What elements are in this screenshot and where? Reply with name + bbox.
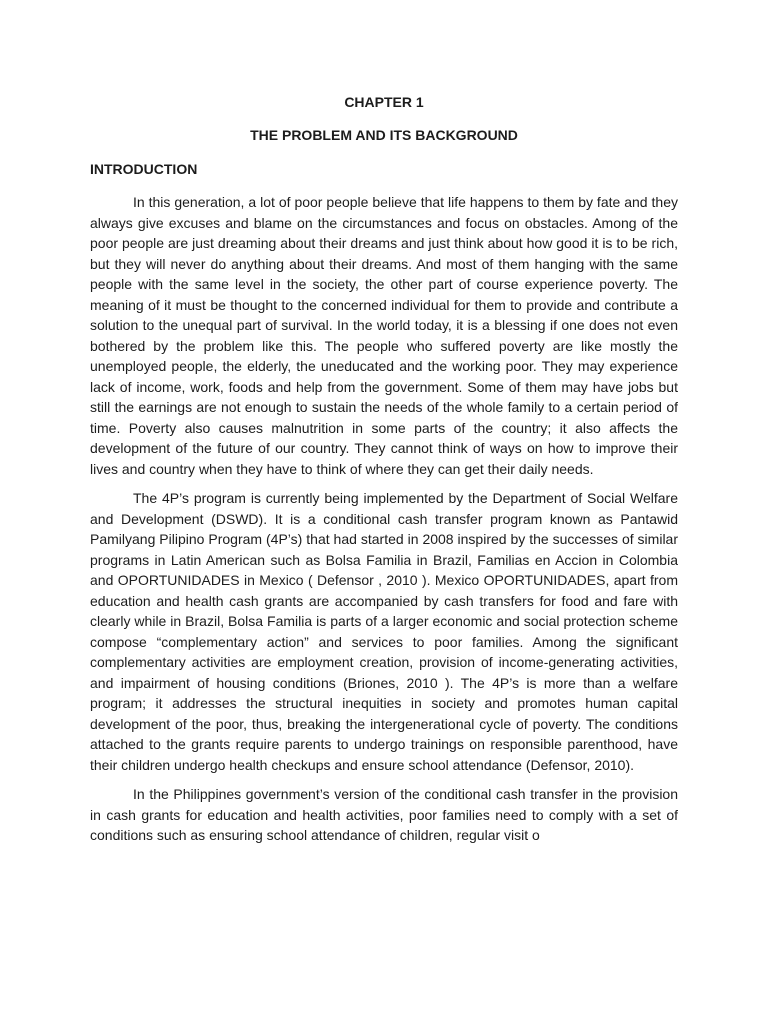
section-heading: INTRODUCTION — [90, 161, 198, 177]
document-body — [90, 192, 678, 855]
document-page — [90, 0, 678, 1024]
chapter-label: CHAPTER 1 — [344, 94, 424, 110]
chapter-title: THE PROBLEM AND ITS BACKGROUND — [250, 127, 518, 143]
paragraph: The 4P’s program is currently being implemented by the Department of Social Welfare and Development (DSWD). It is a conditional cash transfer program known as Pantawid Pamilyang Pilipino Program (4P’s) that had started in 2008 inspired by the successes of similar programs in Latin American such as Bolsa Familia in Brazil, Familias en Accion in Colombia and OPORTUNIDADES in Mexico ( Defensor , 2010 ). Mexico OPORTUNIDADES, apart from education and health cash grants are accompanied by cash transfers for food and fare with clearly while in Brazil, Bolsa Familia is parts of a larger economic and social protection scheme compose “complementary action” and services to poor families. Among the significant complementary activities are employment creation, provision of income-generating activities, and impairment of housing conditions (Briones, 2010 ). The 4P’s is more than a welfare program; it addresses the structural inequities in society and promotes human capital development of the poor, thus, breaking the intergenerational cycle of poverty. The conditions attached to the grants require parents to undergo trainings on responsible parenthood, have their children undergo health checkups and ensure school attendance (Defensor, 2010). — [90, 490, 678, 773]
paragraph: In this generation, a lot of poor people believe that life happens to them by fate and they always give excuses and blame on the circumstances and focus on obstacles. Among of the poor people are just dreaming about their dreams and just think about how good it is to be rich, but they will never do anything about their dreams. And most of them hanging with the same people with the same level in the society, the other part of course experience poverty. The meaning of it must be thought to the concerned individual for them to provide and contribute a solution to the unequal part of survival. In the world today, it is a blessing if one does not even bothered by the problem like this. The people who suffered poverty are like mostly the unemployed people, the elderly, the uneducated and the working poor. They may experience lack of income, work, foods and help from the government. Some of them may have jobs but still the earnings are not enough to sustain the needs of the whole family to a certain period of time. Poverty also causes malnutrition in some parts of the country; it also affects the development of the future of our country. They cannot think of ways on how to improve their lives and country when they have to think of where they can get their daily needs. — [90, 194, 678, 477]
paragraph: In the Philippines government’s version of the conditional cash transfer in the provision in cash grants for education and health activities, poor families need to comply with a set of conditions such as ensuring school attendance of children, regular visit o — [90, 786, 678, 843]
